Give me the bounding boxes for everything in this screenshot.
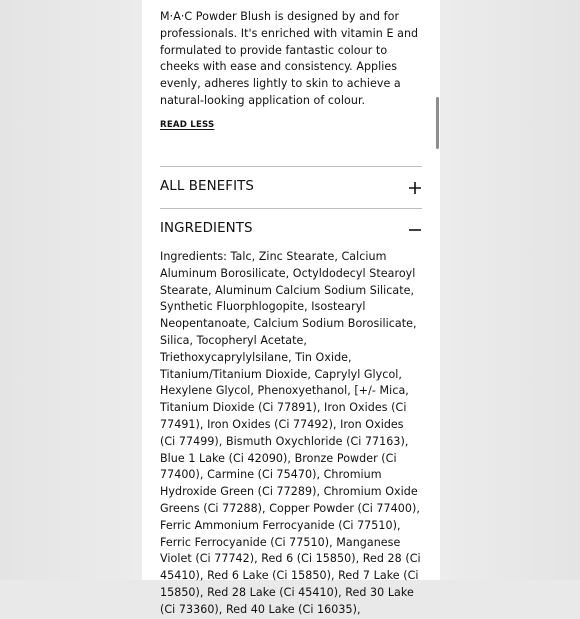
scrollbar-thumb[interactable]	[436, 97, 439, 149]
read-less-link[interactable]: READ LESS	[160, 120, 215, 130]
divider	[160, 166, 422, 167]
product-details-content	[160, 0, 422, 616]
section-title-all-benefits: ALL BENEFITS	[160, 179, 254, 194]
section-title-ingredients: INGREDIENTS	[160, 221, 253, 236]
product-details-panel	[142, 0, 440, 616]
ingredients-text: Ingredients: Talc, Zinc Stearate, Calcium Aluminum Borosilicate, Octyldodecyl Stearoyl Stearate, Aluminum Calcium Sodium Silicate, Synthetic Fluorphlogopite, Isostearyl Neopentanoate, Calcium Sodium Borosilicate, Silica, Tocopheryl Acetate, Triethoxycaprylylsilane, Tin Oxide, Titanium/Titanium Dioxide, Caprylyl Glycol, Hexylene Glycol, Phenoxyethanol, [+/- Mica, Titanium Dioxide (Ci 77891), Iron Oxides (Ci 77491), Iron Oxides (Ci 77492), Iron Oxides (Ci 77499), Bismuth Oxychloride (Ci 77163), Blue 1 Lake (Ci 42090), Bronze Powder (Ci 77400), Carmine (Ci 75470), Chromium Hydroxide Green (Ci 77289), Chromium Oxide Greens (Ci 77288), Copper Powder (Ci 77400), Ferric Ammonium Ferrocyanide (Ci 77510), Ferric Ferrocyanide (Ci 77510), Manganese Violet (Ci 77742), Red 6 (Ci 15850), Red 28 (Ci 45410), Red 6 Lake (Ci 15850), Red 7 Lake (Ci 15850), Red 28 Lake (Ci 45410), Red 30 Lake (Ci 73360), Red 40 Lake (Ci 16035),	[160, 250, 421, 616]
left-background	[0, 0, 142, 580]
product-description: M·A·C Powder Blush is designed by and for professionals. It's enriched with vitamin E and formulated to provide fantastic colour to cheeks with ease and consistency. Applies evenly, adheres lightly to skin to achieve a natural-looking application of colour.	[160, 10, 419, 107]
plus-icon[interactable]	[408, 181, 422, 195]
divider	[160, 208, 422, 209]
minus-icon[interactable]	[408, 223, 422, 237]
right-background	[440, 0, 580, 580]
